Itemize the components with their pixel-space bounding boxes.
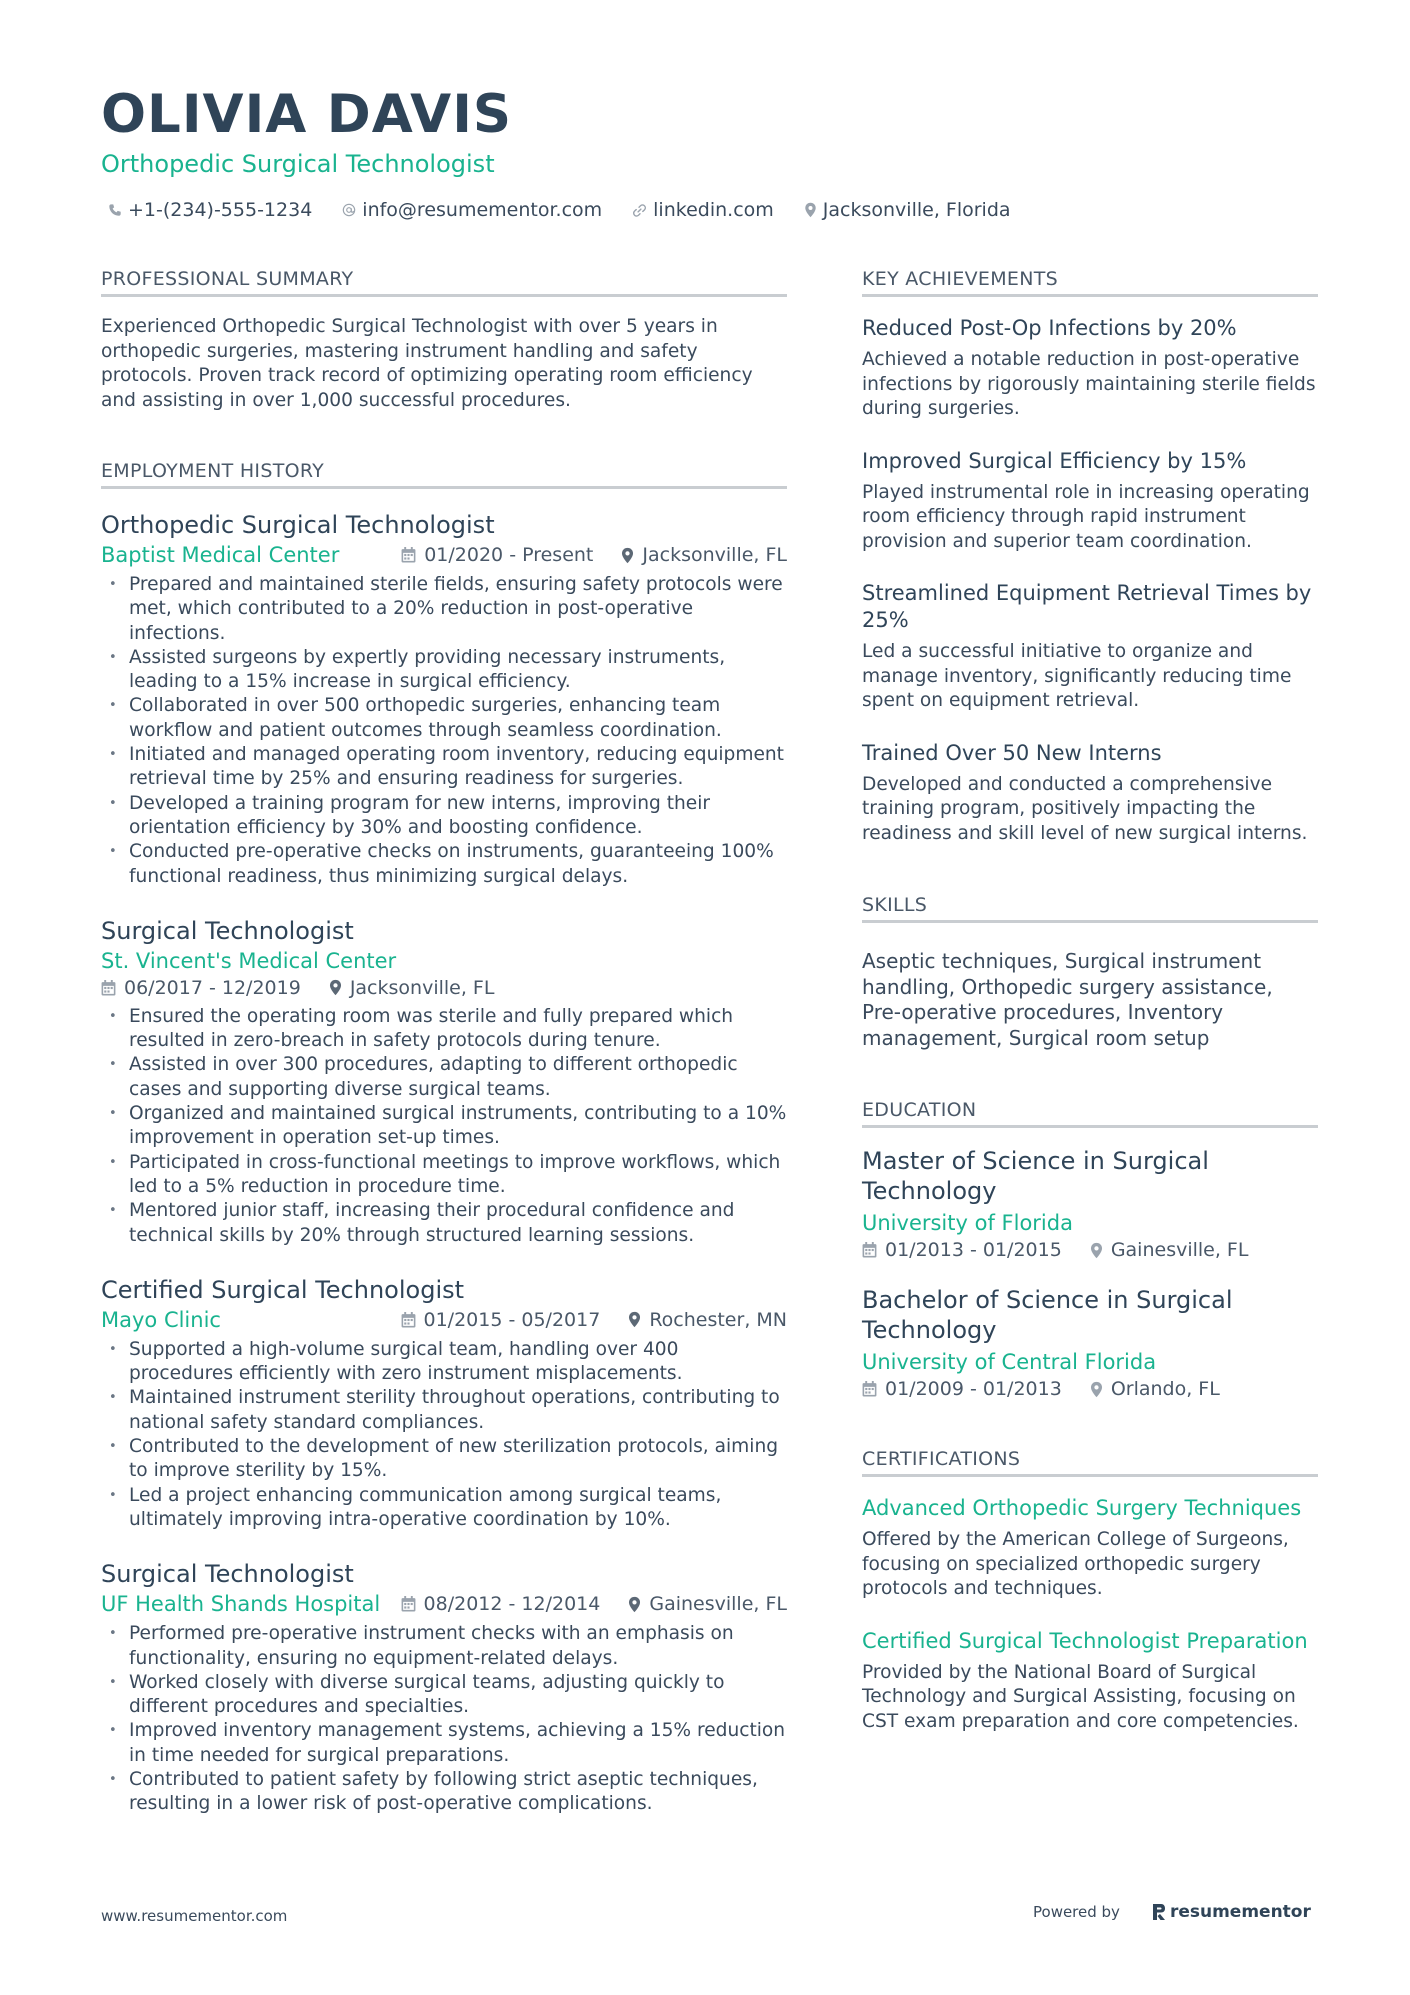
job-entry [101, 509, 787, 889]
job-bullet: • Developed a training program for new interns, improving their orientation efficiency by 30% and boosting confidence. [101, 792, 787, 841]
job-bullet: • Worked closely with diverse surgical teams, adjusting quickly to different procedures and specialties. [101, 1671, 787, 1720]
job-bullets [101, 1338, 787, 1532]
job-bullet: • Maintained instrument sterility throughout operations, contributing to national safety standard compliances. [101, 1386, 787, 1435]
job-title: Surgical Technologist [101, 1560, 354, 1589]
education-degree: Master of Science in Surgical Technology [862, 1147, 1209, 1205]
job-meta [101, 1308, 787, 1332]
job-bullet: • Conducted pre-operative checks on instruments, guaranteeing 100% functional readiness, thus minimizing surgical delays. [101, 840, 787, 889]
link-icon [632, 203, 647, 218]
brand-logo[interactable] [1152, 1902, 1311, 1922]
job-bullet: • Ensured the operating room was sterile and fully prepared which resulted in zero-breach in safety protocols during tenure. [101, 1005, 787, 1054]
job-bullet: • Assisted in over 300 procedures, adapting to different orthopedic cases and supporting diverse surgical teams. [101, 1053, 787, 1102]
resumementor-logo-icon [1152, 1903, 1166, 1921]
job-bullet: • Assisted surgeons by expertly providing necessary instruments, leading to a 15% increase in surgical efficiency. [101, 646, 787, 695]
education-item [862, 1285, 1318, 1400]
skills-section [862, 894, 1318, 1051]
employment-section [101, 460, 787, 1817]
calendar-icon [401, 1596, 416, 1612]
powered-by-label: Powered by [1033, 1903, 1120, 1921]
achievement-item [862, 740, 1318, 847]
certifications-heading: CERTIFICATIONS [862, 1448, 1318, 1477]
achievement-desc: Led a successful initiative to organize and manage inventory, significantly reducing time spent on equipment retrieval. [862, 641, 1292, 711]
job-bullet: • Improved inventory management systems, achieving a 15% reduction in time needed for surgical preparations. [101, 1719, 787, 1768]
job-dates: 06/2017 - 12/2019 [124, 976, 301, 999]
job-title: Surgical Technologist [101, 916, 354, 945]
achievement-item [862, 580, 1318, 714]
phone-icon [108, 203, 122, 217]
powered-by [1033, 1902, 1311, 1922]
candidate-name: OLIVIA DAVIS [101, 84, 513, 145]
education-meta [862, 1378, 1318, 1400]
job-meta [101, 543, 787, 567]
map-pin-icon [1090, 1242, 1103, 1259]
map-pin-icon [1090, 1381, 1103, 1398]
job-entry [101, 1274, 787, 1532]
brand-name: resumementor [1169, 1902, 1311, 1922]
education-heading: EDUCATION [862, 1099, 1318, 1128]
education-school: University of Florida [862, 1211, 1073, 1235]
calendar-icon [401, 1312, 416, 1328]
achievement-item [862, 448, 1318, 555]
job-dates: 01/2020 - Present [424, 544, 594, 566]
job-bullet: • Prepared and maintained sterile fields, ensuring safety protocols were met, which contributed to a 20% reduction in post-operative infections. [101, 573, 787, 646]
calendar-icon [401, 547, 416, 563]
education-meta [862, 1239, 1318, 1261]
education-degree: Bachelor of Science in Surgical Technology [862, 1286, 1233, 1344]
job-title: Certified Surgical Technologist [101, 1275, 465, 1304]
education-item [862, 1146, 1318, 1261]
map-pin-icon [628, 1311, 641, 1328]
linkedin-text: linkedin.com [653, 199, 774, 221]
job-location: Rochester, MN [649, 1308, 787, 1331]
footer-url[interactable]: www.resumementor.com [101, 1907, 288, 1925]
job-dates: 01/2015 - 05/2017 [423, 1308, 601, 1331]
job-bullet: • Participated in cross-functional meetings to improve workflows, which led to a 5% reduction in procedure time. [101, 1151, 787, 1200]
achievements-heading: KEY ACHIEVEMENTS [862, 268, 1318, 297]
achievements-section [862, 268, 1318, 846]
at-icon [342, 203, 356, 217]
job-company: Mayo Clinic [101, 1307, 221, 1332]
job-bullets [101, 1622, 787, 1816]
achievement-item [862, 315, 1318, 422]
job-title: Orthopedic Surgical Technologist [101, 511, 495, 539]
summary-heading: PROFESSIONAL SUMMARY [101, 268, 787, 297]
contact-email[interactable] [342, 199, 602, 221]
achievement-title: Streamlined Equipment Retrieval Times by 25% [862, 581, 1312, 632]
achievement-desc: Achieved a notable reduction in post-operative infections by rigorously maintaining sterile fields during surgeries. [862, 349, 1316, 419]
education-dates: 01/2009 - 01/2013 [885, 1378, 1062, 1400]
job-bullet: • Collaborated in over 500 orthopedic surgeries, enhancing team workflow and patient outcomes through seamless coordination. [101, 694, 787, 743]
job-bullet: • Supported a high-volume surgical team, handling over 400 procedures efficiently with zero instrument misplacements. [101, 1338, 787, 1387]
contact-linkedin[interactable] [632, 199, 774, 221]
certifications-section [862, 1448, 1318, 1734]
job-company: St. Vincent's Medical Center [101, 948, 397, 973]
certification-item [862, 1495, 1318, 1602]
summary-section [101, 268, 787, 413]
phone-text: +1-(234)-555-1234 [128, 199, 313, 221]
contact-location [804, 199, 1011, 221]
job-meta [101, 977, 787, 999]
job-meta [101, 1592, 787, 1616]
job-bullet: • Mentored junior staff, increasing their procedural confidence and technical skills by 20% through structured learning sessions. [101, 1199, 787, 1248]
education-section [862, 1099, 1318, 1400]
calendar-icon [862, 1242, 877, 1258]
left-column [101, 268, 787, 1817]
skills-text: Aseptic techniques, Surgical instrument handling, Orthopedic surgery assistance, Pre-operative procedures, Inventory management, Surgical room setup [862, 949, 1273, 1050]
job-bullet: • Organized and maintained surgical instruments, contributing to a 10% improvement in operation set-up times. [101, 1102, 787, 1151]
map-pin-icon [621, 547, 634, 564]
map-pin-icon [804, 202, 817, 218]
certification-desc: Provided by the National Board of Surgical Technology and Surgical Assisting, focusing on CST exam preparation and core competencies. [862, 1661, 1299, 1732]
job-bullet: • Contributed to the development of new sterilization protocols, aiming to improve sterility by 15%. [101, 1435, 787, 1484]
map-pin-icon [628, 1596, 641, 1613]
calendar-icon [862, 1381, 877, 1397]
job-location: Gainesville, FL [649, 1593, 787, 1616]
contact-bar [108, 199, 1041, 221]
achievement-title: Reduced Post-Op Infections by 20% [862, 316, 1237, 340]
certification-desc: Offered by the American College of Surgeons, focusing on specialized orthopedic surgery protocols and techniques. [862, 1529, 1289, 1599]
achievement-desc: Developed and conducted a comprehensive training program, positively impacting the readiness and skill level of new surgical interns. [862, 773, 1308, 844]
job-company: UF Health Shands Hospital [101, 1592, 381, 1617]
job-bullet: • Led a project enhancing communication among surgical teams, ultimately improving intra-operative coordination by 10%. [101, 1484, 787, 1533]
certification-title: Certified Surgical Technologist Preparation [862, 1628, 1308, 1653]
job-dates: 08/2012 - 12/2014 [423, 1593, 601, 1616]
education-dates: 01/2013 - 01/2015 [885, 1239, 1062, 1261]
job-location: Jacksonville, FL [642, 544, 787, 566]
right-column [862, 268, 1318, 1734]
achievement-title: Improved Surgical Efficiency by 15% [862, 448, 1247, 473]
certification-item [862, 1628, 1318, 1735]
job-entry [101, 1558, 787, 1816]
job-entry [101, 915, 787, 1248]
achievement-title: Trained Over 50 New Interns [862, 740, 1162, 765]
calendar-icon [101, 980, 116, 996]
education-location: Orlando, FL [1110, 1378, 1220, 1400]
job-bullet: • Contributed to patient safety by following strict aseptic techniques, resulting in a lower risk of post-operative complications. [101, 1768, 787, 1817]
achievement-desc: Played instrumental role in increasing operating room efficiency through rapid instrument provision and superior team coordination. [862, 481, 1310, 552]
location-text: Jacksonville, Florida [822, 199, 1011, 221]
skills-heading: SKILLS [862, 894, 1318, 923]
email-text: info@resumementor.com [362, 199, 603, 221]
job-bullets [101, 573, 787, 889]
education-school: University of Central Florida [862, 1350, 1157, 1374]
job-bullet: • Initiated and managed operating room inventory, reducing equipment retrieval time by 25% and ensuring readiness for surgeries. [101, 743, 787, 792]
employment-heading: EMPLOYMENT HISTORY [101, 460, 787, 489]
job-location: Jacksonville, FL [349, 976, 495, 999]
map-pin-icon [329, 979, 342, 996]
contact-phone[interactable] [108, 199, 312, 221]
job-bullets [101, 1005, 787, 1248]
certification-title: Advanced Orthopedic Surgery Techniques [862, 1496, 1302, 1520]
job-company: Baptist Medical Center [101, 543, 340, 567]
job-bullet: • Performed pre-operative instrument checks with an emphasis on functionality, ensuring no equipment-related delays. [101, 1622, 787, 1671]
summary-text: Experienced Orthopedic Surgical Technologist with over 5 years in orthopedic surgeries, mastering instrument handling and safety protocols. Proven track record of optimizing operating room efficiency and assisting in over 1,000 successful procedures. [101, 316, 753, 411]
candidate-role: Orthopedic Surgical Technologist [101, 150, 495, 178]
education-location: Gainesville, FL [1110, 1239, 1249, 1261]
